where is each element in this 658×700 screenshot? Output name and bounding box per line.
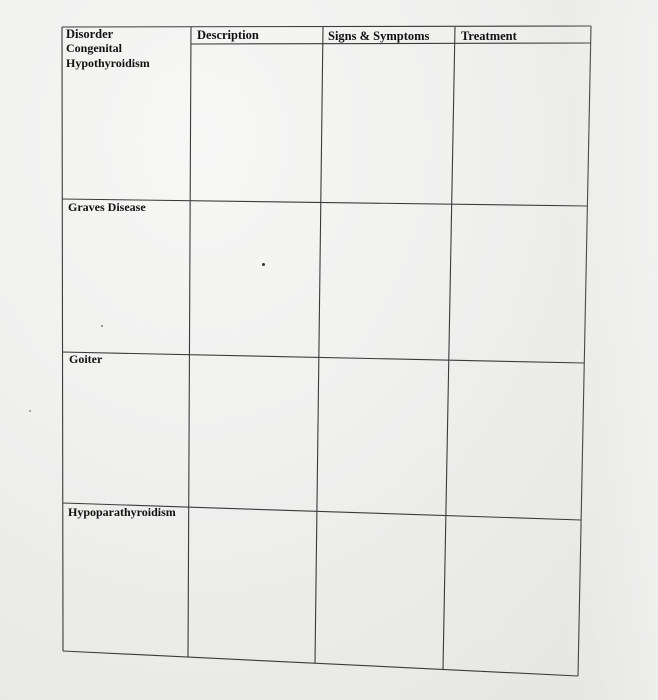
header-description: Description	[197, 28, 259, 42]
header-treatment: Treatment	[461, 29, 517, 43]
paper-speck	[29, 410, 31, 412]
header-disorder: Disorder	[66, 27, 114, 41]
header-signs-symptoms: Signs & Symptoms	[328, 29, 430, 43]
paper-speck	[101, 325, 103, 327]
paper-speck	[262, 263, 265, 266]
row-disorder-congenital-line2: Hypothyroidism	[66, 56, 150, 70]
row-disorder-congenital-line1: Congenital	[66, 41, 123, 55]
row-disorder-goiter: Goiter	[69, 352, 103, 366]
row-disorder-hypoparathyroidism: Hypoparathyroidism	[68, 505, 176, 519]
row-disorder-graves: Graves Disease	[68, 200, 146, 214]
